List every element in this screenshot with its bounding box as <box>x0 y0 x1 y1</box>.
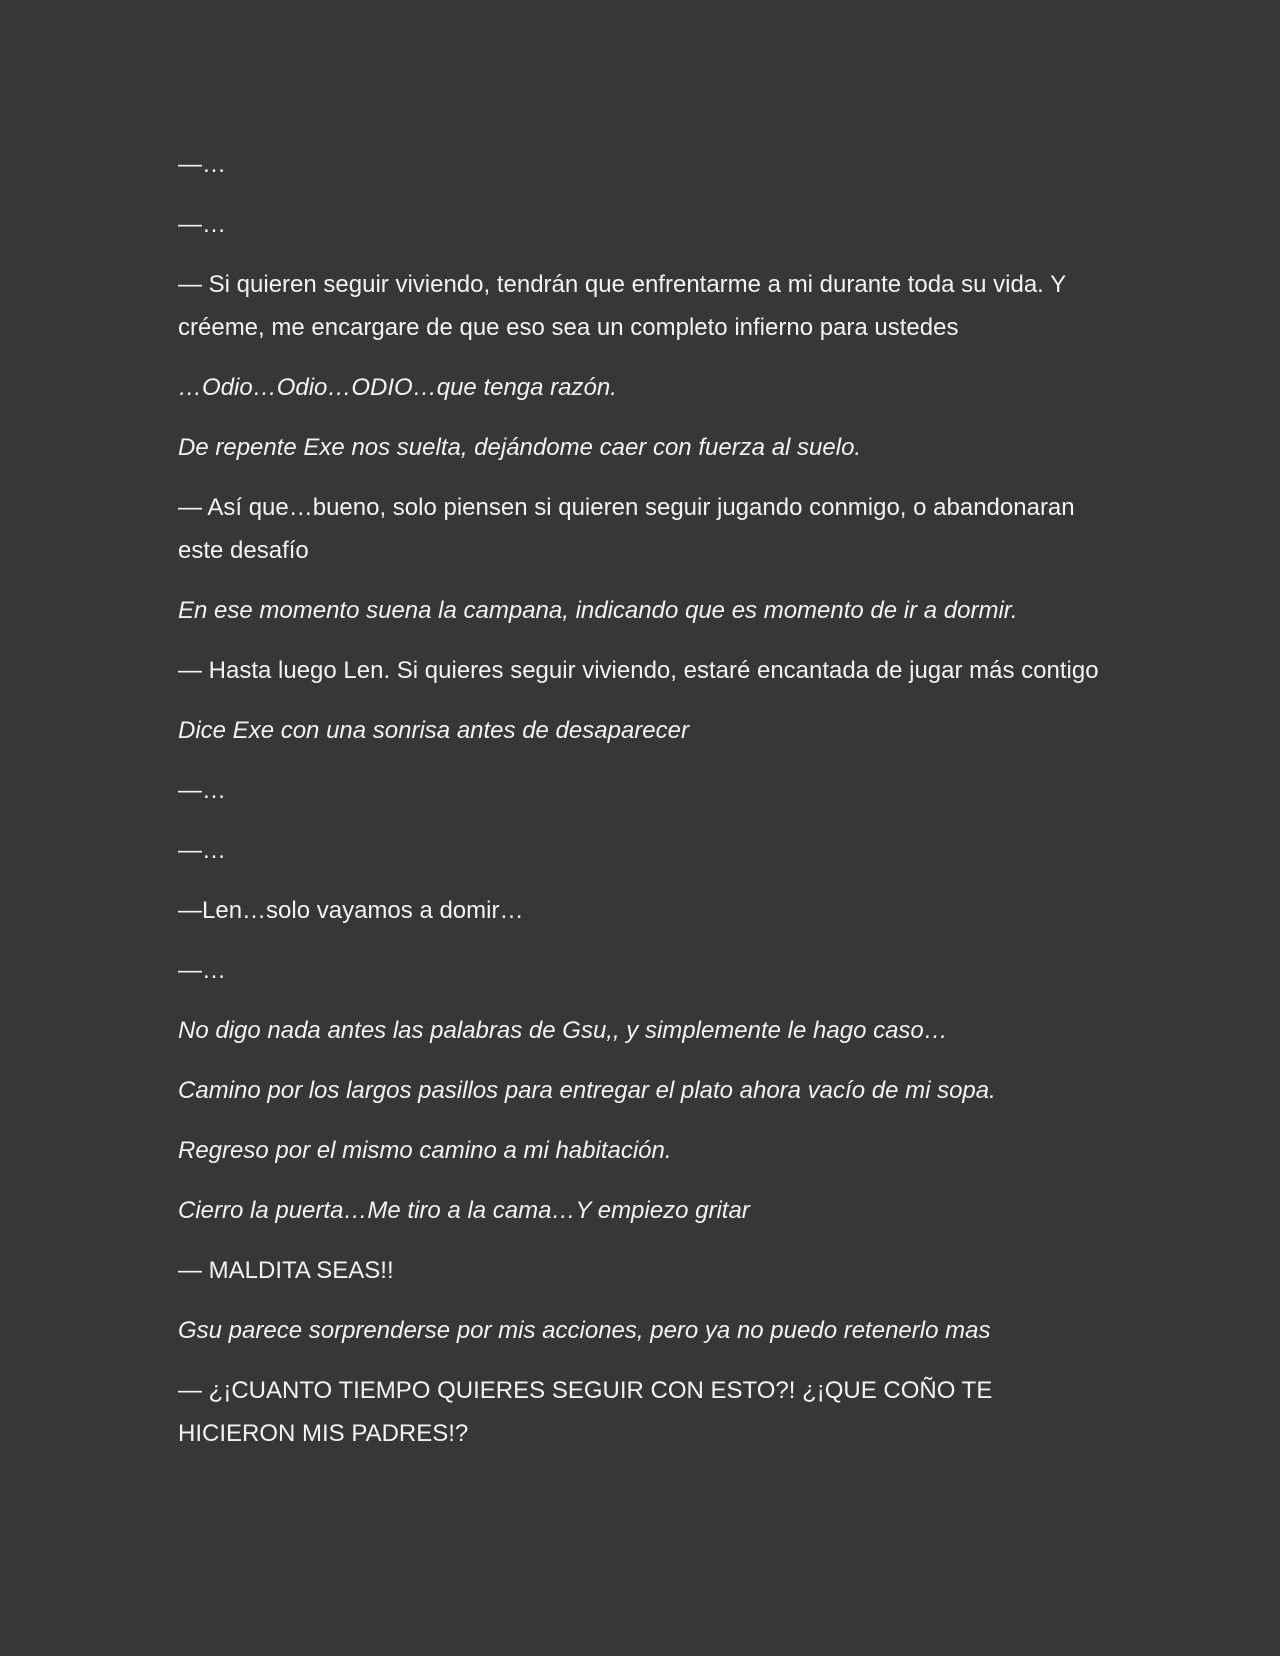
paragraph: No digo nada antes las palabras de Gsu,, y simplemente le hago caso… <box>178 1017 948 1044</box>
paragraph: —… <box>178 837 226 864</box>
paragraph: —Len…solo vayamos a domir… <box>178 897 524 924</box>
paragraph: En ese momento suena la campana, indicando que es momento de ir a dormir. <box>178 597 1018 624</box>
paragraph: Gsu parece sorprenderse por mis acciones, pero ya no puedo retenerlo mas <box>178 1317 991 1344</box>
paragraph: — Hasta luego Len. Si quieres seguir viviendo, estaré encantada de jugar más contigo <box>178 657 1099 684</box>
paragraph: …Odio…Odio…ODIO…que tenga razón. <box>178 374 617 401</box>
paragraph: — ¿¡CUANTO TIEMPO QUIERES SEGUIR CON ESTO?! ¿¡QUE COÑO TE HICIERON MIS PADRES!? <box>178 1377 999 1447</box>
paragraph: —… <box>178 957 226 984</box>
paragraph: Camino por los largos pasillos para entregar el plato ahora vacío de mi sopa. <box>178 1077 996 1104</box>
paragraph: — MALDITA SEAS!! <box>178 1257 394 1284</box>
paragraph: —… <box>178 211 226 238</box>
paragraph: Regreso por el mismo camino a mi habitación. <box>178 1137 672 1164</box>
paragraph: —… <box>178 777 226 804</box>
paragraph: — Así que…bueno, solo piensen si quieren seguir jugando conmigo, o abandonaran este desafío <box>178 494 1082 564</box>
paragraph: De repente Exe nos suelta, dejándome caer con fuerza al suelo. <box>178 434 862 461</box>
document-page <box>178 143 1108 1472</box>
paragraph: Cierro la puerta…Me tiro a la cama…Y empiezo gritar <box>178 1197 750 1224</box>
paragraph: — Si quieren seguir viviendo, tendrán que enfrentarme a mi durante toda su vida. Y créeme, me encargare de que eso sea un completo infierno para ustedes <box>178 271 1073 341</box>
paragraph: Dice Exe con una sonrisa antes de desaparecer <box>178 717 689 744</box>
paragraph: —… <box>178 151 226 178</box>
